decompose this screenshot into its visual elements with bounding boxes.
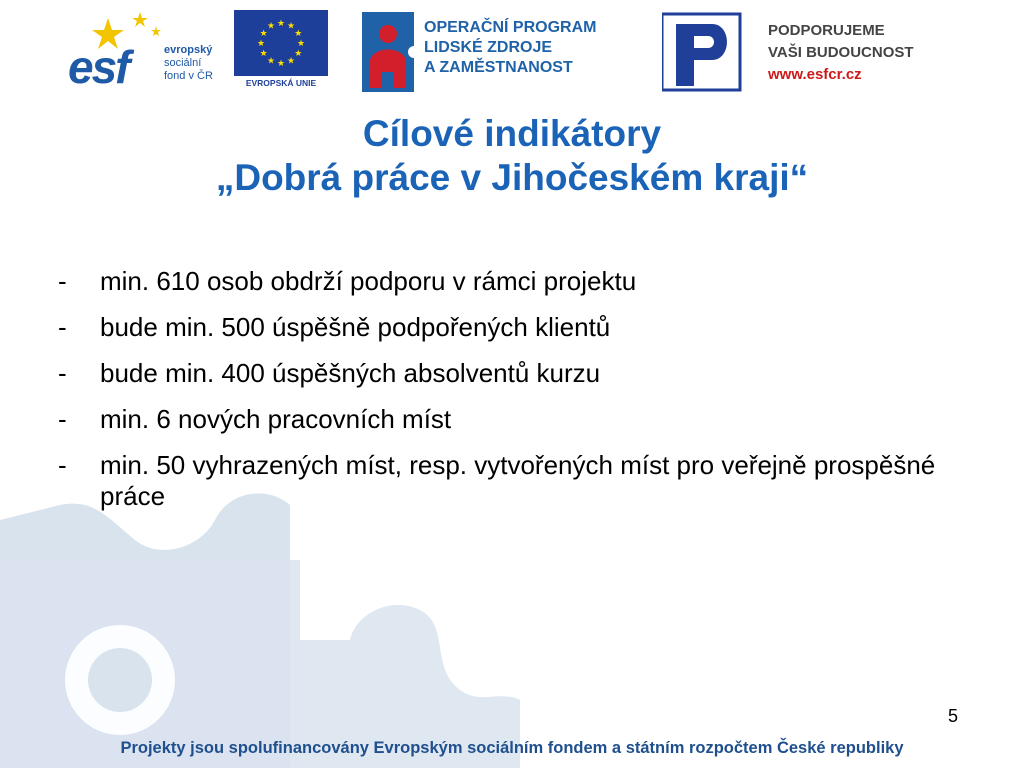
bullet-dash: - bbox=[58, 266, 67, 296]
page-number: 5 bbox=[948, 706, 959, 726]
title-line2: „Dobrá práce v Jihočeském kraji“ bbox=[215, 157, 809, 198]
eu-star-icon: ★ bbox=[266, 20, 276, 31]
indicator-item bbox=[58, 404, 958, 435]
esf-caption-line3: fond v ČR bbox=[164, 70, 213, 82]
indicator-item bbox=[58, 358, 958, 389]
eu-star-icon: ★ bbox=[296, 38, 306, 48]
esf-caption bbox=[164, 44, 213, 83]
podporujeme-mark-icon bbox=[662, 10, 752, 94]
eu-star-icon: ★ bbox=[276, 58, 286, 68]
eu-star-icon: ★ bbox=[266, 55, 276, 66]
esfcr-url-link[interactable]: www.esfcr.cz bbox=[768, 66, 862, 83]
bullet-dash: - bbox=[58, 404, 67, 434]
op-line1: OPERAČNÍ PROGRAM bbox=[424, 19, 597, 36]
op-lzz-logo bbox=[360, 10, 640, 94]
puzzle-knob bbox=[88, 648, 152, 712]
op-puzzle-figure-icon bbox=[360, 10, 420, 94]
indicator-text: bude min. 500 úspěšně podpořených klientů bbox=[100, 312, 611, 342]
eu-star-icon: ★ bbox=[259, 48, 268, 58]
eu-logo bbox=[234, 10, 328, 94]
footer-note: Projekty jsou spolufinancovány Evropským sociálním fondem a státním rozpočtem České republiky bbox=[120, 739, 904, 757]
esf-letters: esf bbox=[68, 41, 129, 93]
indicator-item bbox=[58, 450, 958, 512]
podporujeme-text bbox=[768, 20, 914, 86]
indicator-list bbox=[58, 266, 958, 527]
indicator-text: min. 6 nových pracovních míst bbox=[100, 404, 452, 434]
pod-line1: PODPORUJEME bbox=[768, 22, 885, 39]
eu-flag-icon bbox=[234, 10, 328, 76]
eu-star-icon: ★ bbox=[294, 48, 303, 58]
indicator-item bbox=[58, 266, 958, 297]
slide-title bbox=[0, 112, 1024, 200]
logo-bar bbox=[68, 10, 952, 94]
esf-caption-line1: evropský bbox=[164, 44, 213, 56]
eu-star-icon: ★ bbox=[256, 38, 266, 48]
op-line3: A ZAMĚSTNANOST bbox=[424, 59, 573, 76]
bullet-dash: - bbox=[58, 358, 67, 388]
op-lzz-text bbox=[424, 18, 596, 78]
eu-star-icon: ★ bbox=[294, 28, 303, 38]
eu-star-icon: ★ bbox=[286, 20, 296, 31]
title-line1: Cílové indikátory bbox=[362, 113, 662, 154]
bullet-dash: - bbox=[58, 450, 67, 480]
pod-line2: VAŠI BUDOUCNOST bbox=[768, 44, 914, 61]
eu-star-icon: ★ bbox=[259, 28, 268, 38]
indicator-text: min. 50 vyhrazených míst, resp. vytvořených míst pro veřejně prospěšné práce bbox=[100, 450, 936, 511]
bullet-dash: - bbox=[58, 312, 67, 342]
indicator-item bbox=[58, 312, 958, 343]
eu-caption: EVROPSKÁ UNIE bbox=[245, 78, 317, 88]
indicator-text: bude min. 400 úspěšných absolventů kurzu bbox=[100, 358, 601, 388]
podporujeme-logo bbox=[662, 10, 952, 94]
op-line2: LIDSKÉ ZDROJE bbox=[424, 39, 553, 56]
eu-star-icon: ★ bbox=[276, 18, 286, 28]
indicator-text: min. 610 osob obdrží podporu v rámci projektu bbox=[100, 266, 637, 296]
eu-star-icon: ★ bbox=[286, 55, 296, 66]
esf-logo bbox=[68, 10, 228, 94]
esf-caption-line2: sociální bbox=[164, 57, 202, 69]
